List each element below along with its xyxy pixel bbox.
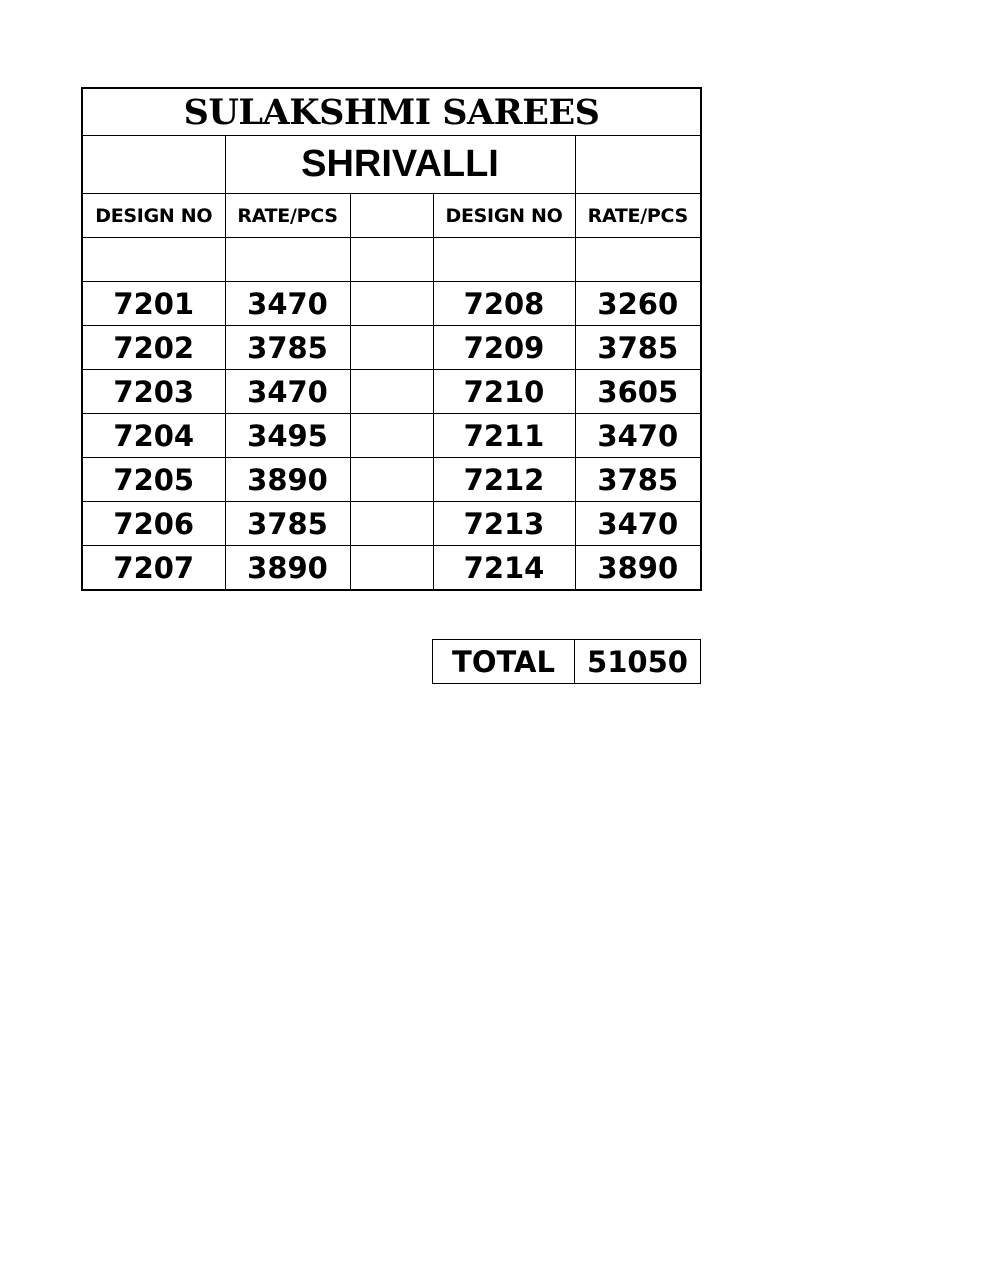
total-box	[432, 639, 701, 684]
right-design-no: 7214	[433, 546, 575, 591]
table-row	[82, 370, 701, 414]
left-rate: 3495	[225, 414, 350, 458]
right-rate: 3605	[575, 370, 701, 414]
left-design-no: 7204	[82, 414, 225, 458]
header-spacer	[350, 194, 433, 238]
spacer-cell	[350, 502, 433, 546]
price-list-sheet	[81, 87, 700, 591]
spacer-cell	[350, 458, 433, 502]
left-rate: 3470	[225, 370, 350, 414]
right-rate: 3470	[575, 502, 701, 546]
left-design-no: 7207	[82, 546, 225, 591]
left-rate: 3785	[225, 502, 350, 546]
left-rate: 3890	[225, 458, 350, 502]
blank-cell	[433, 238, 575, 282]
right-design-no: 7210	[433, 370, 575, 414]
table-row	[82, 326, 701, 370]
right-rate: 3470	[575, 414, 701, 458]
collection-title: SHRIVALLI	[225, 136, 575, 194]
left-design-no: 7205	[82, 458, 225, 502]
spacer-cell	[350, 370, 433, 414]
total-row	[433, 640, 701, 684]
spacer-cell	[350, 414, 433, 458]
total-value: 51050	[575, 640, 701, 684]
price-table	[81, 87, 702, 591]
left-rate: 3890	[225, 546, 350, 591]
blank-cell	[82, 238, 225, 282]
total-label: TOTAL	[433, 640, 575, 684]
blank-cell	[225, 238, 350, 282]
left-design-no: 7203	[82, 370, 225, 414]
right-design-no: 7211	[433, 414, 575, 458]
right-design-no: 7208	[433, 282, 575, 326]
table-row	[82, 546, 701, 591]
spacer-cell	[350, 282, 433, 326]
right-design-no: 7212	[433, 458, 575, 502]
brand-title: SULAKSHMI SAREES	[82, 88, 701, 136]
header-row	[82, 194, 701, 238]
right-rate: 3785	[575, 458, 701, 502]
table-row	[82, 458, 701, 502]
blank-row	[82, 238, 701, 282]
collection-blank-left	[82, 136, 225, 194]
total-table	[432, 639, 701, 684]
left-design-no: 7206	[82, 502, 225, 546]
header-left-design: DESIGN NO	[82, 194, 225, 238]
right-design-no: 7209	[433, 326, 575, 370]
brand-row	[82, 88, 701, 136]
left-design-no: 7201	[82, 282, 225, 326]
table-row	[82, 502, 701, 546]
right-design-no: 7213	[433, 502, 575, 546]
left-rate: 3785	[225, 326, 350, 370]
collection-blank-right	[575, 136, 701, 194]
spacer-cell	[350, 546, 433, 591]
left-rate: 3470	[225, 282, 350, 326]
header-right-design: DESIGN NO	[433, 194, 575, 238]
right-rate: 3890	[575, 546, 701, 591]
collection-row	[82, 136, 701, 194]
header-right-rate: RATE/PCS	[575, 194, 701, 238]
right-rate: 3260	[575, 282, 701, 326]
table-row	[82, 282, 701, 326]
left-design-no: 7202	[82, 326, 225, 370]
right-rate: 3785	[575, 326, 701, 370]
blank-cell	[575, 238, 701, 282]
table-row	[82, 414, 701, 458]
spacer-cell	[350, 326, 433, 370]
blank-cell	[350, 238, 433, 282]
header-left-rate: RATE/PCS	[225, 194, 350, 238]
